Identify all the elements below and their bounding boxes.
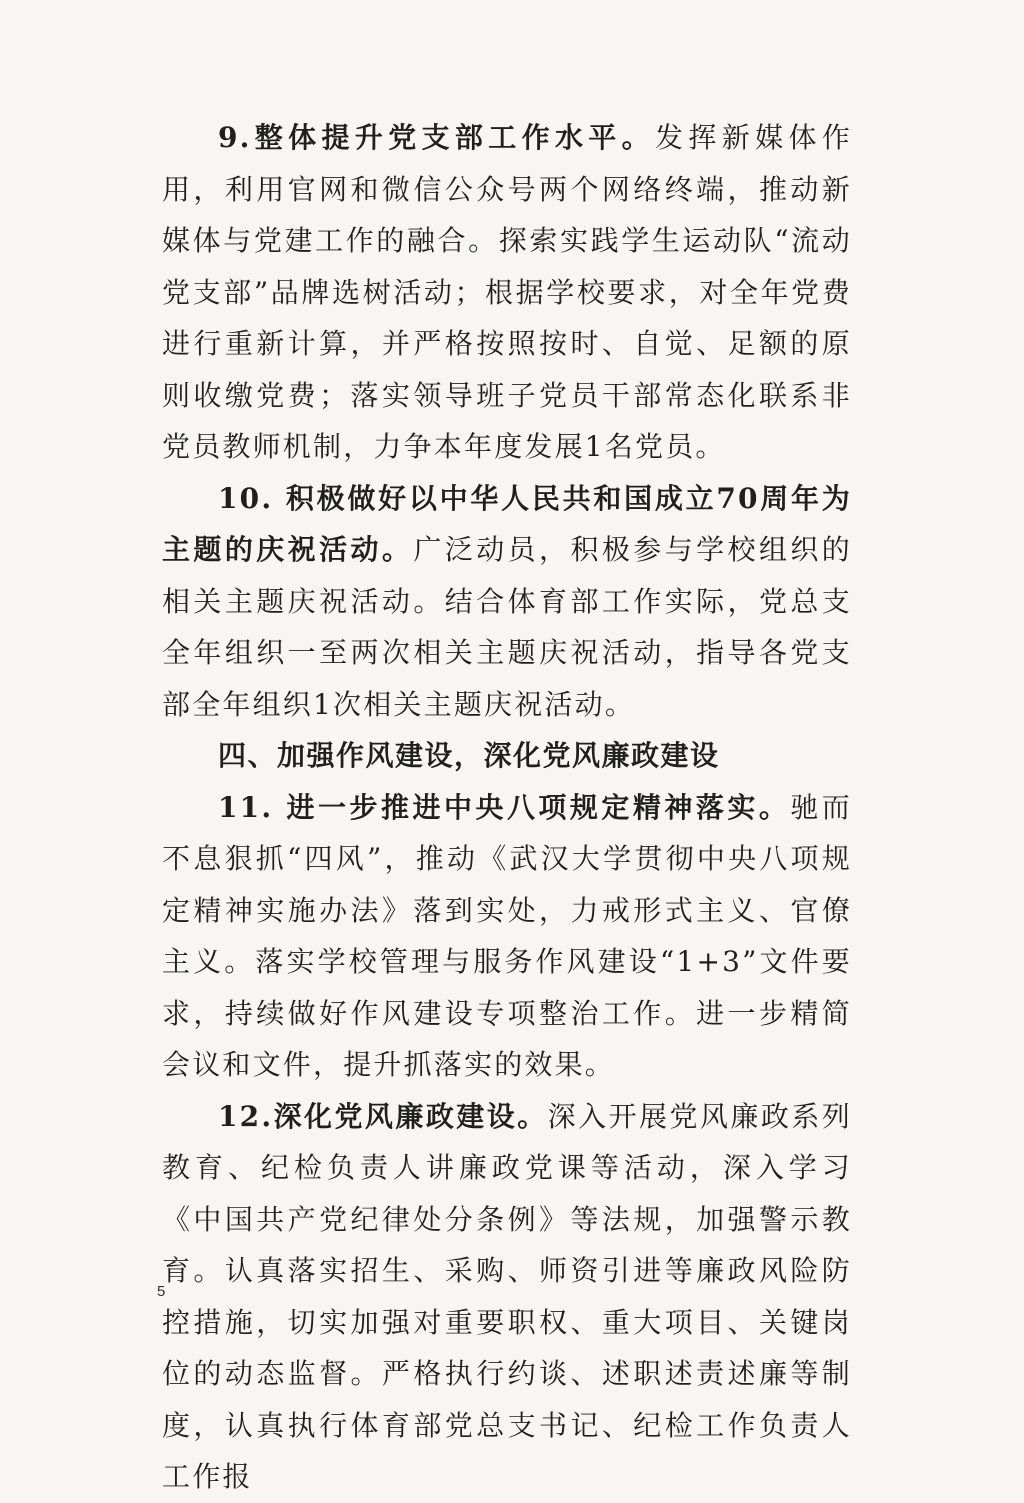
- paragraph-item-12: [162, 1091, 852, 1503]
- paragraph-heading: 10. 积极做好以中华人民共和国成立70周年为主题的庆祝活动。: [162, 481, 852, 566]
- paragraph-body: 广泛动员，积极参与学校组织的相关主题庆祝活动。结合体育部工作实际，党总支全年组织一至两次相关主题庆祝活动，指导各党支部全年组织1次相关主题庆祝活动。: [162, 533, 852, 721]
- paragraph-body: 驰而不息狠抓“四风”，推动《武汉大学贯彻中央八项规定精神实施办法》落到实处，力戒形式主义、官僚主义。落实学校管理与服务作风建设“1+3”文件要求，持续做好作风建设专项整治工作。进一步精简会议和文件，提升抓落实的效果。: [162, 790, 852, 1081]
- paragraph-item-9: [162, 112, 852, 473]
- paragraph-body: 发挥新媒体作用，利用官网和微信公众号两个网络终端，推动新媒体与党建工作的融合。探索实践学生运动队“流动党支部”品牌选树活动；根据学校要求，对全年党费进行重新计算，并严格按照按时、自觉、足额的原则收缴党费；落实领导班子党员干部常态化联系非党员教师机制，力争本年度发展1名党员。: [162, 121, 852, 463]
- section-heading: 四、加强作风建设，深化党风廉政建设: [218, 739, 720, 772]
- paragraph-heading: 12.深化党风廉政建设。: [218, 1099, 548, 1133]
- paragraph-heading: 11. 进一步推进中央八项规定精神落实。: [218, 790, 791, 824]
- paragraph-body: 深入开展党风廉政系列教育、纪检负责人讲廉政党课等活动，深入学习《中国共产党纪律处分条例》等法规，加强警示教育。认真落实招生、采购、师资引进等廉政风险防控措施，切实加强对重要职权、重大项目、关键岗位的动态监督。严格执行约谈、述职述责述廉等制度，认真执行体育部党总支书记、纪检工作负责人工作报: [162, 1099, 852, 1493]
- paragraph-heading: 9.整体提升党支部工作水平。: [218, 121, 656, 154]
- page-number: 5: [157, 1283, 166, 1300]
- document-body: [162, 112, 852, 1503]
- paragraph-item-10: [162, 473, 852, 731]
- paragraph-item-11: [162, 782, 852, 1091]
